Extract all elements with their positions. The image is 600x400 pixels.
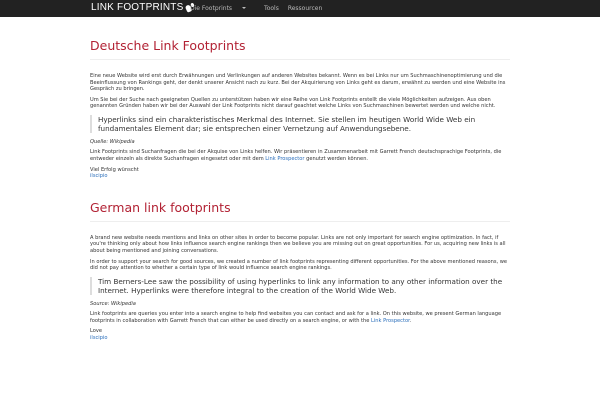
top-navbar	[0, 0, 600, 17]
english-paragraph-3	[90, 311, 510, 324]
nav-item-tools[interactable]: Tools	[264, 5, 279, 12]
brand-logo[interactable]	[91, 2, 195, 13]
brand-title: LINK FOOTPRINTS	[91, 2, 184, 13]
english-heading: German link footprints	[90, 200, 510, 222]
link-prospector-link[interactable]: Link Prospector	[371, 317, 410, 324]
nav-item-label: Die Footprints	[190, 5, 233, 12]
english-p3-text: Link footprints are queries you enter into a search engine to help find websites you can contact and ask for a link. On this website, we present German language footprints in collaboration with Garrett French that can either be used directly on a search engine, or with the	[90, 311, 502, 324]
german-heading: Deutsche Link Footprints	[90, 38, 510, 60]
german-paragraph-2: Um Sie bei der Suche nach geeigneten Quellen zu unterstützen haben wir eine Reihe von Link Footprints erstellt die viele Möglichkeiten aufzeigen. Aus oben genannten Gründen haben wir bei der Auswahl der Link Footprints nicht darauf geachtet welche Links von Suchmaschinen bewertet werden und welche nicht.	[90, 96, 496, 110]
english-p3-tail: .	[409, 317, 412, 324]
english-paragraph-2: In order to support your search for good sources, we created a number of link footprints representing different opportunities. For the above mentioned reasons, we did not pay attention to whether a certain type of link would influence search engine rankings.	[90, 258, 508, 272]
english-section	[90, 200, 510, 342]
german-quote: Hyperlinks sind ein charakteristisches Merkmal des Internet. Sie stellen im heutigen World Wide Web ein fundamentales Element dar; sie entsprechen einer Vernetzung auf Anwendungsebene.	[90, 115, 510, 133]
german-p3-tail: genutzt werden können.	[304, 155, 369, 162]
german-signature-link[interactable]: ilscipio	[90, 173, 108, 180]
german-paragraph-3	[90, 149, 510, 162]
english-closing: Love	[90, 328, 103, 335]
german-quote-source: Quelle: Wikipedia	[90, 139, 135, 146]
main-nav	[190, 5, 331, 12]
german-p3-text: Link Footprints sind Suchanfragen die bei der Akquise von Links helfen. Wir präsentieren in Zusammenarbeit mit Garrett French deutschsprachige Footprints, die entweder einzeln als direkte Suchanfragen eingesetzt oder mit dem	[90, 149, 502, 162]
english-quote: Tim Berners-Lee saw the possibility of using hyperlinks to link any information to any other information over the Internet. Hyperlinks were therefore integral to the creation of the World Wide Web.	[90, 277, 510, 295]
german-section	[90, 38, 510, 180]
english-quote-source: Source: Wikipedia	[90, 301, 136, 308]
german-paragraph-1: Eine neue Website wird erst durch Erwähnungen und Verlinkungen auf anderen Websites bekannt. Wenn es bei Links nur um Suchmaschinenoptimierung und die Beeinflussung von Rankings geht, der denkt unserer Ansicht nach zu kurz. Bei der Akquirierung von Links geht es darum, erwähnt zu werden und eine Website ins Gespräch zu bringen.	[90, 73, 506, 93]
nav-item-ressourcen[interactable]: Ressourcen	[287, 5, 323, 12]
english-paragraph-1: A brand new website needs mentions and links on other sites in order to become popular. Links are not only important for search engine optimization. In fact, if you're thinking only about how links influence search engine rankings then we believe you are missing out on great opportunities. For us, acquiring new links is all about being mentioned and joining conversations.	[90, 234, 506, 254]
nav-item-die-footprints[interactable]	[190, 5, 255, 12]
main-content	[90, 20, 510, 342]
english-signature-link[interactable]: ilscipio	[90, 334, 108, 341]
link-prospector-link[interactable]: Link Prospector	[265, 155, 305, 162]
caret-down-icon	[242, 7, 246, 9]
german-closing: Viel Erfolg wünscht	[90, 166, 139, 173]
